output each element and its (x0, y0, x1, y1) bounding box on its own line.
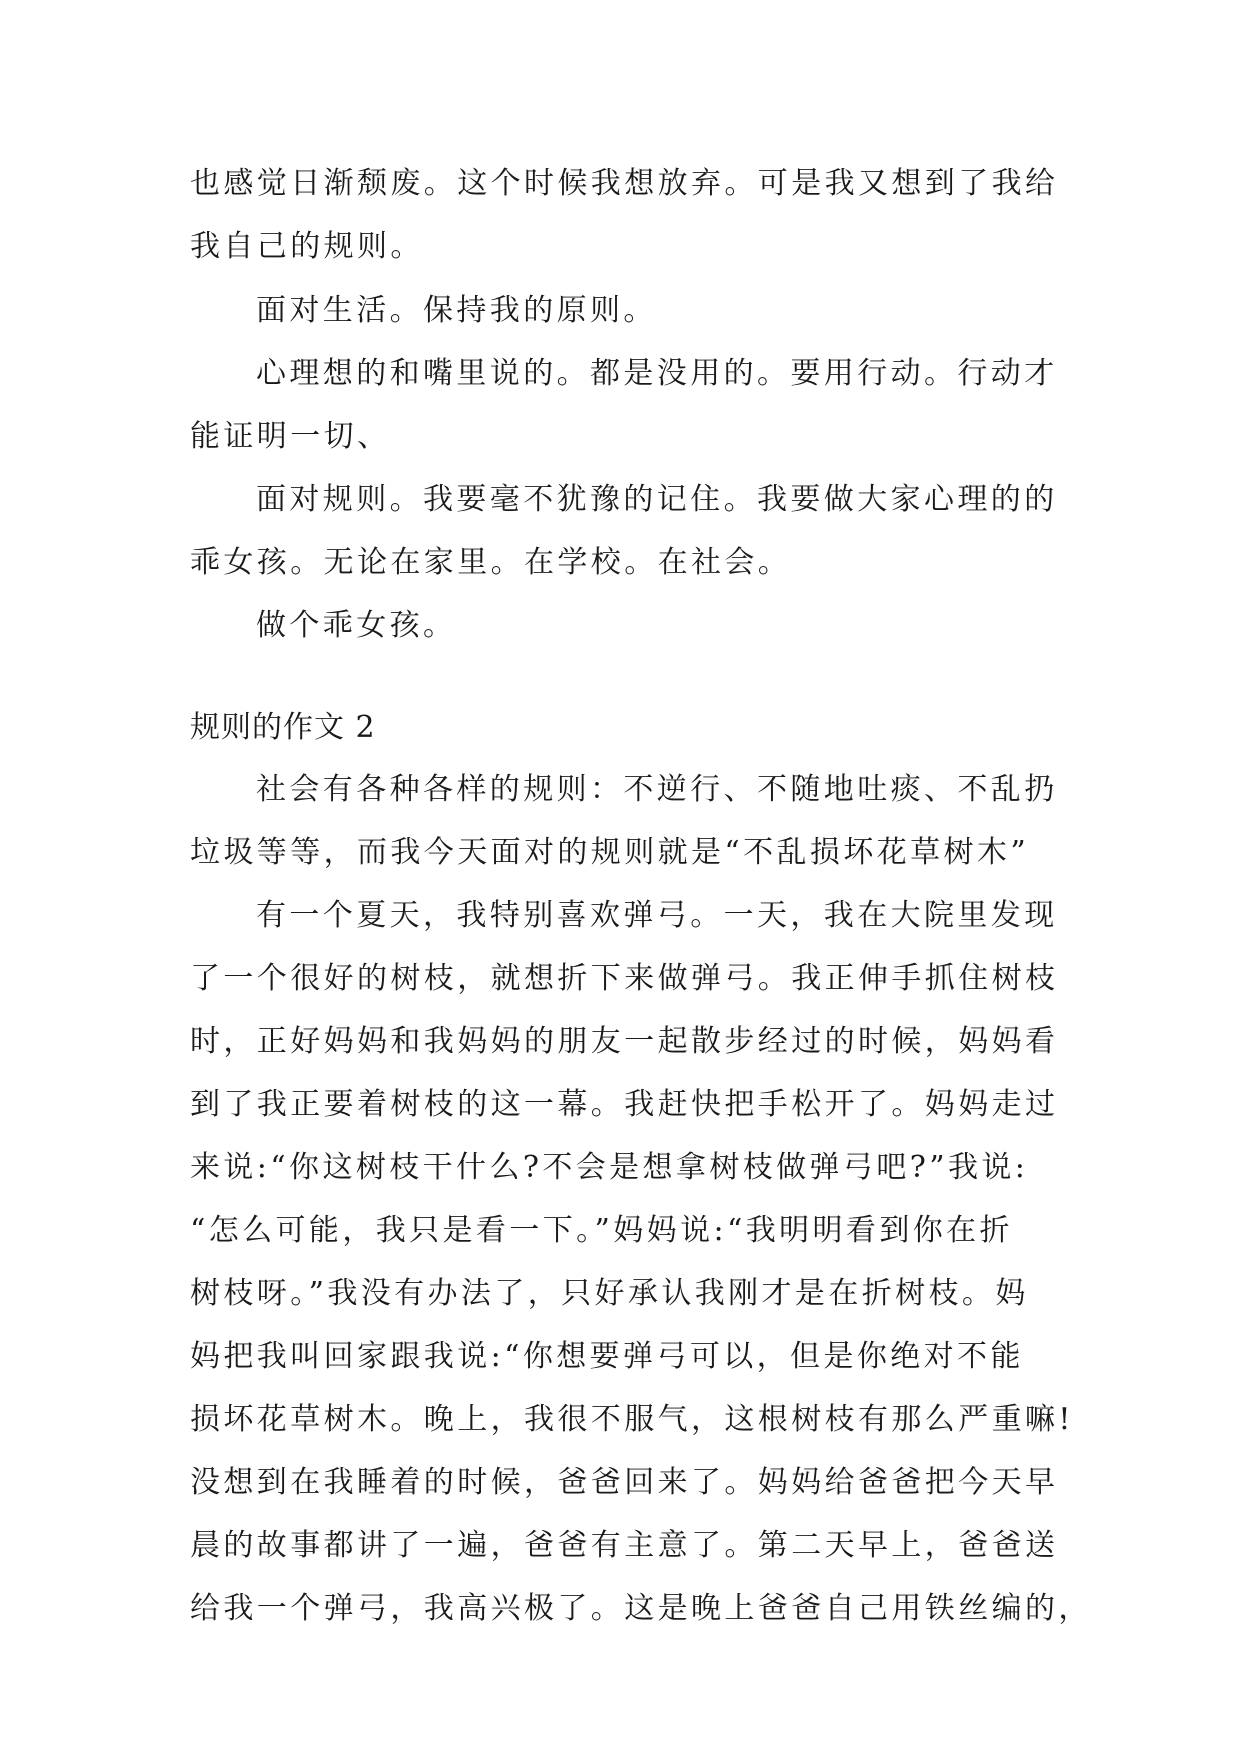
paragraph-start-line: 面对生活。保持我的原则。 (256, 293, 657, 328)
paragraph-start-line: 有一个夏天，我特别喜欢弹弓。一天，我在大院里发现 (256, 898, 1058, 933)
paragraph-start-line: 做个乖女孩。 (256, 608, 457, 643)
text-line: 垃圾等等，而我今天面对的规则就是“不乱损坏花草树木” (190, 835, 1030, 870)
text-line: 能证明一切、 (190, 419, 391, 454)
text-line: “怎么可能，我只是看一下。”妈妈说:“我明明看到你在折 (190, 1213, 1013, 1248)
paragraph-start-line: 社会有各种各样的规则：不逆行、不随地吐痰、不乱扔 (256, 772, 1058, 807)
text-line: 损坏花草树木。晚上，我很不服气，这根树枝有那么严重嘛! (190, 1402, 1074, 1437)
paragraph-start-line: 心理想的和嘴里说的。都是没用的。要用行动。行动才 (256, 356, 1058, 391)
text-line: 晨的故事都讲了一遍，爸爸有主意了。第二天早上，爸爸送 (190, 1528, 1059, 1563)
text-line: 也感觉日渐颓废。这个时候我想放弃。可是我又想到了我给 (190, 166, 1059, 201)
text-line: 了一个很好的树枝，就想折下来做弹弓。我正伸手抓住树枝 (190, 961, 1059, 996)
text-line: 树枝呀。”我没有办法了，只好承认我刚才是在折树枝。妈 (190, 1276, 1029, 1311)
text-line: 到了我正要着树枝的这一幕。我赶快把手松开了。妈妈走过 (190, 1087, 1059, 1122)
text-line: 来说:“你这树枝干什么?不会是想拿树枝做弹弓吧?”我说: (190, 1150, 1029, 1185)
section-heading: 规则的作文 2 (190, 710, 376, 745)
text-line: 给我一个弹弓，我高兴极了。这是晚上爸爸自己用铁丝编的， (190, 1591, 1092, 1626)
text-line: 乖女孩。无论在家里。在学校。在社会。 (190, 545, 792, 580)
text-line: 我自己的规则。 (190, 229, 424, 264)
text-line: 妈把我叫回家跟我说:“你想要弹弓可以，但是你绝对不能 (190, 1339, 1024, 1374)
text-line: 没想到在我睡着的时候，爸爸回来了。妈妈给爸爸把今天早 (190, 1465, 1059, 1500)
text-line: 时，正好妈妈和我妈妈的朋友一起散步经过的时候，妈妈看 (190, 1024, 1059, 1059)
paragraph-start-line: 面对规则。我要毫不犹豫的记住。我要做大家心理的的 (256, 482, 1058, 517)
